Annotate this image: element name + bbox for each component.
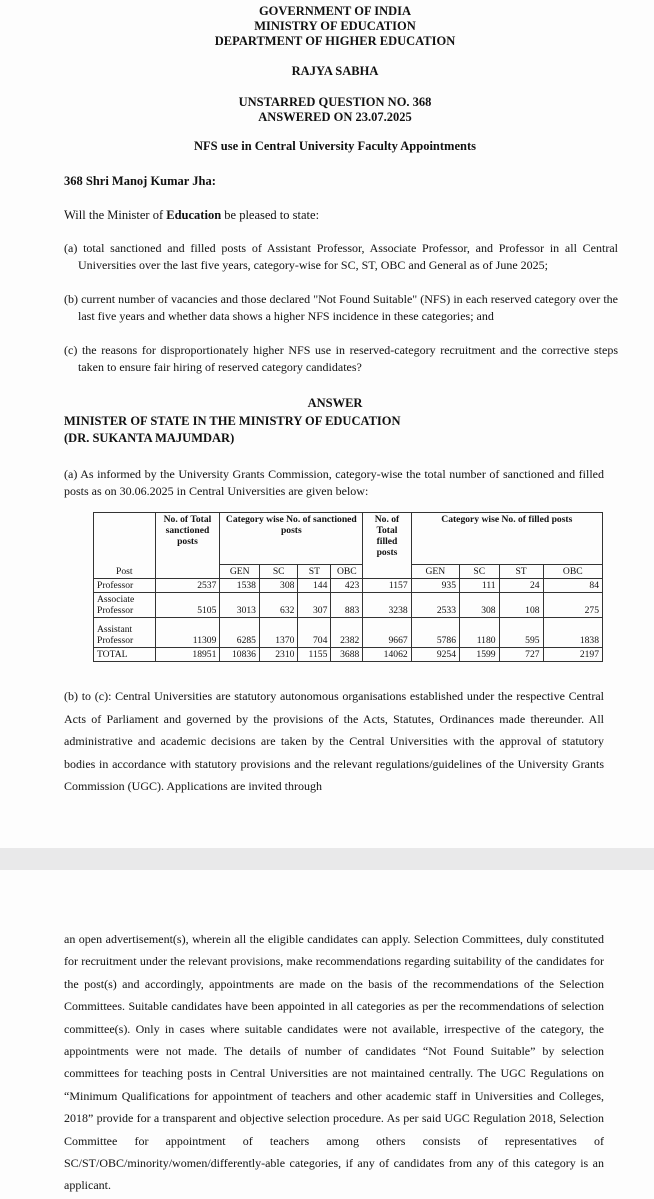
row-post: Assistant Professor: [94, 618, 156, 648]
document-header: [0, 4, 654, 49]
table-row: Professor 2537 1538 308 144 423 1157 935 111 24 84: [94, 579, 603, 593]
answered-date: ANSWERED ON 23.07.2025: [258, 110, 412, 124]
minister-name: (DR. SUKANTA MAJUMDAR): [64, 431, 235, 445]
member-name: 368 Shri Manoj Kumar Jha:: [64, 174, 216, 188]
page-separator: [0, 848, 654, 870]
posts-table: [93, 512, 603, 662]
question-number: UNSTARRED QUESTION NO. 368: [238, 95, 432, 109]
table-row: Assistant Professor 11309 6285 1370 704 2382 9667 5786 1180 595 1838: [94, 618, 603, 648]
department-line: DEPARTMENT OF HIGHER EDUCATION: [214, 34, 456, 48]
row-post: TOTAL: [94, 648, 156, 662]
govt-line: GOVERNMENT OF INDIA: [258, 4, 412, 18]
ministry-name: Education: [166, 208, 222, 222]
answer-part-a: (a) As informed by the University Grants Commission, category-wise the total number of sanctioned and filled posts as on 30.06.2025 in Central Universities are given below:: [64, 467, 604, 498]
answer-part-bc: (b) to (c): Central Universities are statutory autonomous organisations established under the respective Central Acts of Parliament and governed by the provisions of the Acts, Statutes, Ordinances made thereunder. All administrative and academic decisions are taken by the Central Universities with the approval of statutory bodies in accordance with statutory provisions and the relevant regulations/guidelines of the University Grants Commission (UGC). Applications are invited through: [64, 689, 604, 793]
header-cat: ST: [499, 565, 543, 579]
table-header-row: [94, 513, 603, 565]
header-total-filled: No. of Total filled posts: [363, 513, 411, 565]
table-row-total: TOTAL 18951 10836 2310 1155 3688 14062 9254 1599 727 2197: [94, 648, 603, 662]
answer-heading: ANSWER: [307, 396, 363, 410]
question-part-c: (c) the reasons for disproportionately higher NFS use in reserved-category recruitment and the corrective steps taken to ensure fair hiring of reserved category candidates?: [64, 343, 618, 374]
question-intro: Will the Minister of Education be pleased to state:: [64, 208, 320, 222]
answer-continued: an open advertisement(s), wherein all the eligible candidates can apply. Selection Committees, duly constituted for recruitment under the relevant provisions, make recommendations regarding suitability of the candidates for the post(s) and accordingly, appointments are made on the basis of the recommendations of the Selection Committees. Suitable candidates have been appointed in all categories as per the recommendations of selection committee(s). Only in cases where suitable candidates were not available, irrespective of the category, the appointments were not made. The details of number of candidates “Not Found Suitable” by selection committees for teaching posts in Central Universities are not maintained centrally. The UGC Regulations on “Minimum Qualifications for appointment of teachers and other academic staff in Universities and Colleges, 2018” provide for a transparent and objective selection procedure. As per said UGC Regulation 2018, Selection Committee for appointment of teachers among others consists of representatives of SC/ST/OBC/minority/women/differently-able categories, if any of candidates from any of this category is an applicant.: [64, 932, 604, 1193]
header-cat: GEN: [411, 565, 459, 579]
question-info: [0, 95, 654, 125]
house-name: RAJYA SABHA: [291, 64, 379, 78]
header-cat: OBC: [543, 565, 602, 579]
header-cat: GEN: [220, 565, 260, 579]
header-total-sanctioned: No. of Total sanctioned posts: [155, 513, 220, 565]
header-cat: SC: [460, 565, 500, 579]
table-subheader-row: [94, 565, 603, 579]
minister-designation: MINISTER OF STATE IN THE MINISTRY OF EDUCATION (DR. SUKANTA MAJUMDAR): [64, 414, 401, 445]
header-cat: OBC: [331, 565, 363, 579]
header-post: Post: [94, 565, 156, 579]
document-page-2: [0, 870, 654, 1199]
question-part-a: (a) total sanctioned and filled posts of Assistant Professor, Associate Professor, and Professor in all Central Universities over the last five years, category-wise for SC, ST, OBC and General as of June 2025;: [64, 241, 618, 272]
question-part-b: (b) current number of vacancies and those declared "Not Found Suitable" (NFS) in each reserved category over the last five years and whether data shows a higher NFS incidence in these categories; and: [64, 292, 618, 323]
header-category-sanctioned: Category wise No. of sanctioned posts: [220, 513, 363, 565]
row-post: Associate Professor: [94, 593, 156, 618]
header-cat: ST: [298, 565, 331, 579]
table-row: Associate Professor 5105 3013 632 307 883 3238 2533 308 108 275: [94, 593, 603, 618]
row-post: Professor: [94, 579, 156, 593]
header-cat: SC: [259, 565, 297, 579]
header-category-filled: Category wise No. of filled posts: [411, 513, 602, 565]
ministry-line: MINISTRY OF EDUCATION: [254, 19, 416, 33]
question-subject: NFS use in Central University Faculty Appointments: [194, 139, 476, 153]
